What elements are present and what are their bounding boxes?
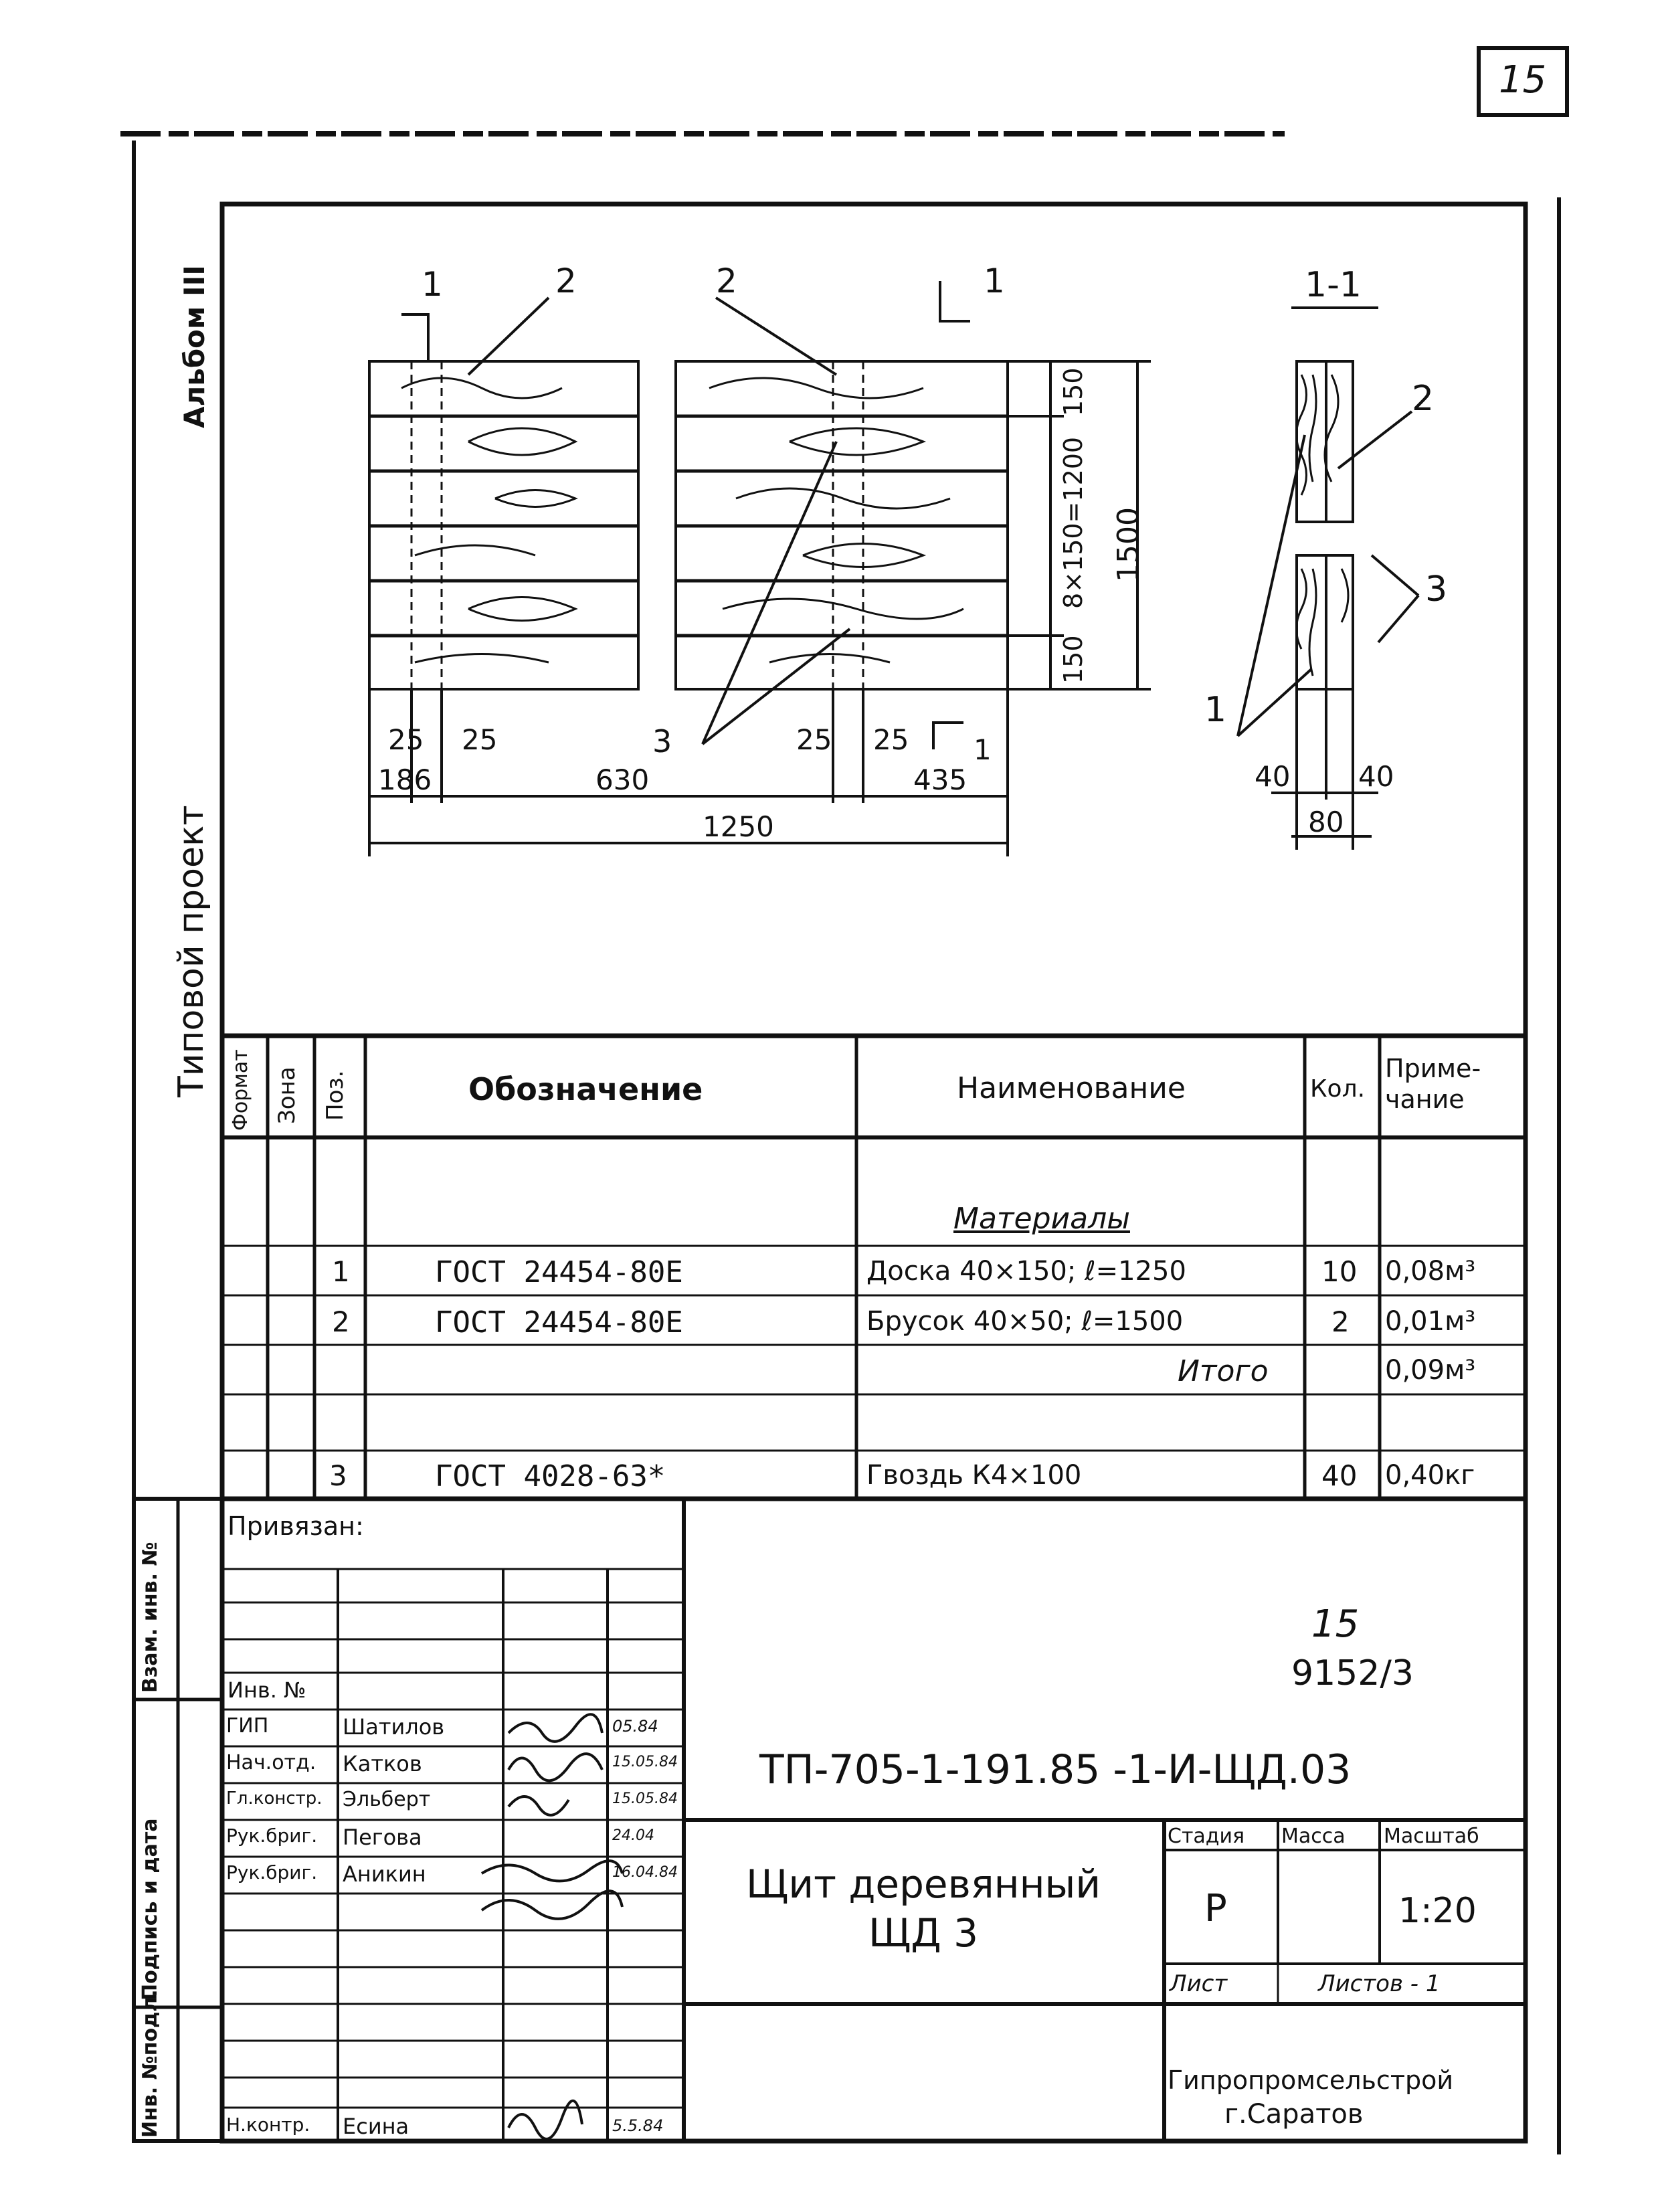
staff-name-5: Аникин [343,1861,426,1887]
row2-qty: 2 [1331,1305,1350,1338]
dim-25-b: 25 [462,723,498,756]
total-note: 0,09м³ [1385,1355,1476,1386]
side-label-inv-orig: Инв. №подл. [139,1989,162,2138]
staff-name-1: Шатилов [343,1714,445,1740]
privyazan-label: Привязан: [227,1511,364,1541]
handwritten-code: 9152/3 [1291,1653,1414,1693]
header-name: Наименование [957,1071,1186,1105]
dim-150-top: 150 [1058,367,1088,416]
row3-qty: 40 [1321,1459,1358,1492]
callout-1-top: 1 [422,265,443,304]
header-designation: Обозначение [468,1071,703,1107]
staff-name-4: Пегова [343,1825,422,1850]
stage-value: Р [1204,1887,1227,1930]
sheets-label: Листов - 1 [1318,1970,1441,1997]
header-format: Формат [229,1049,252,1131]
callout-1-right: 1 [1204,690,1227,730]
staff-date-1: 05.84 [612,1717,658,1736]
row1-pos: 1 [332,1255,350,1288]
staff-role-4: Рук.бриг. [226,1825,318,1847]
row1-name: Доска 40×150; ℓ=1250 [866,1256,1186,1287]
callout-2-mid: 2 [716,262,737,300]
row2-note: 0,01м³ [1385,1306,1476,1337]
staff-name-2: Катков [343,1751,422,1776]
callout-2-right: 2 [1412,379,1435,419]
staff-role-1: ГИП [226,1714,269,1738]
scale-value: 1:20 [1398,1891,1477,1931]
side-label-vzam: Взам. инв. № [139,1542,162,1693]
dim-25-a: 25 [388,723,424,756]
section-materials: Материалы [953,1202,1130,1236]
n-kontr-name: Есина [343,2114,409,2139]
row3-pos: 3 [329,1459,347,1492]
staff-date-3: 15.05.84 [612,1790,678,1807]
row1-designation: ГОСТ 24454-80Е [435,1255,683,1289]
row2-pos: 2 [332,1305,350,1338]
page-number: 15 [1499,58,1547,102]
inv-no-label: Инв. № [227,1677,306,1703]
n-kontr-role: Н.контр. [226,2114,310,2136]
section-mark-top: 1 [984,262,1005,300]
row1-qty: 10 [1321,1255,1358,1288]
dim-1500: 1500 [1111,507,1145,582]
n-kontr-date: 5.5.84 [612,2116,664,2135]
dim-40-right: 40 [1358,760,1394,793]
side-label-album: Альбом III [178,265,211,428]
row2-name: Брусок 40×50; ℓ=1500 [866,1306,1184,1337]
callout-3-right: 3 [1425,569,1448,610]
sheet-label: Лист [1170,1970,1228,1997]
dim-186: 186 [378,763,432,796]
row3-note: 0,40кг [1385,1460,1475,1491]
header-zone: Зона [274,1067,300,1124]
header-qty: Кол. [1310,1075,1366,1103]
side-label-project: Типовой проект [171,805,211,1097]
callout-3-mid: 3 [652,723,672,759]
dim-80: 80 [1308,806,1344,838]
header-pos: Поз. [322,1070,349,1121]
row2-designation: ГОСТ 24454-80Е [435,1305,683,1340]
staff-date-4: 24.04 [612,1827,654,1844]
stage-header: Стадия [1168,1825,1245,1848]
organization-name: Гипропромсельстрой [1168,2065,1454,2095]
dim-25-d: 25 [873,723,909,756]
scale-header: Масштаб [1384,1825,1479,1848]
dim-8x150: 8×150=1200 [1058,436,1088,609]
staff-role-3: Гл.констр. [226,1788,322,1809]
organization-city: г.Саратов [1224,2099,1364,2130]
section-title: 1-1 [1305,265,1362,305]
dim-25-c: 25 [796,723,832,756]
row3-name: Гвоздь К4×100 [866,1460,1082,1491]
section-mark-bottom: 1 [974,733,992,766]
dim-40-left: 40 [1255,760,1291,793]
handwritten-sheet-number: 15 [1311,1602,1360,1646]
dim-150-bottom: 150 [1058,635,1088,684]
dim-435: 435 [913,763,967,796]
staff-role-5: Рук.бриг. [226,1861,318,1883]
document-title: Щит деревянный ЩД 3 [745,1861,1101,1956]
staff-name-3: Эльберт [343,1788,431,1811]
staff-role-2: Нач.отд. [226,1751,316,1774]
mass-header: Масса [1281,1825,1346,1848]
side-label-sign-date: Подпись и дата [139,1818,162,2001]
row3-designation: ГОСТ 4028-63* [435,1459,666,1493]
dim-1250: 1250 [703,810,774,843]
row1-note: 0,08м³ [1385,1256,1476,1287]
dim-630: 630 [595,763,650,796]
callout-2-left: 2 [555,262,577,300]
staff-date-2: 15.05.84 [612,1754,678,1770]
panel-plan-view [369,281,1151,856]
header-note: Приме- чание [1385,1054,1481,1114]
document-designation: ТП-705-1-191.85 -1-И-ЩД.03 [759,1746,1352,1793]
staff-date-5: 16.04.84 [612,1864,678,1881]
total-label: Итого [1178,1354,1269,1388]
